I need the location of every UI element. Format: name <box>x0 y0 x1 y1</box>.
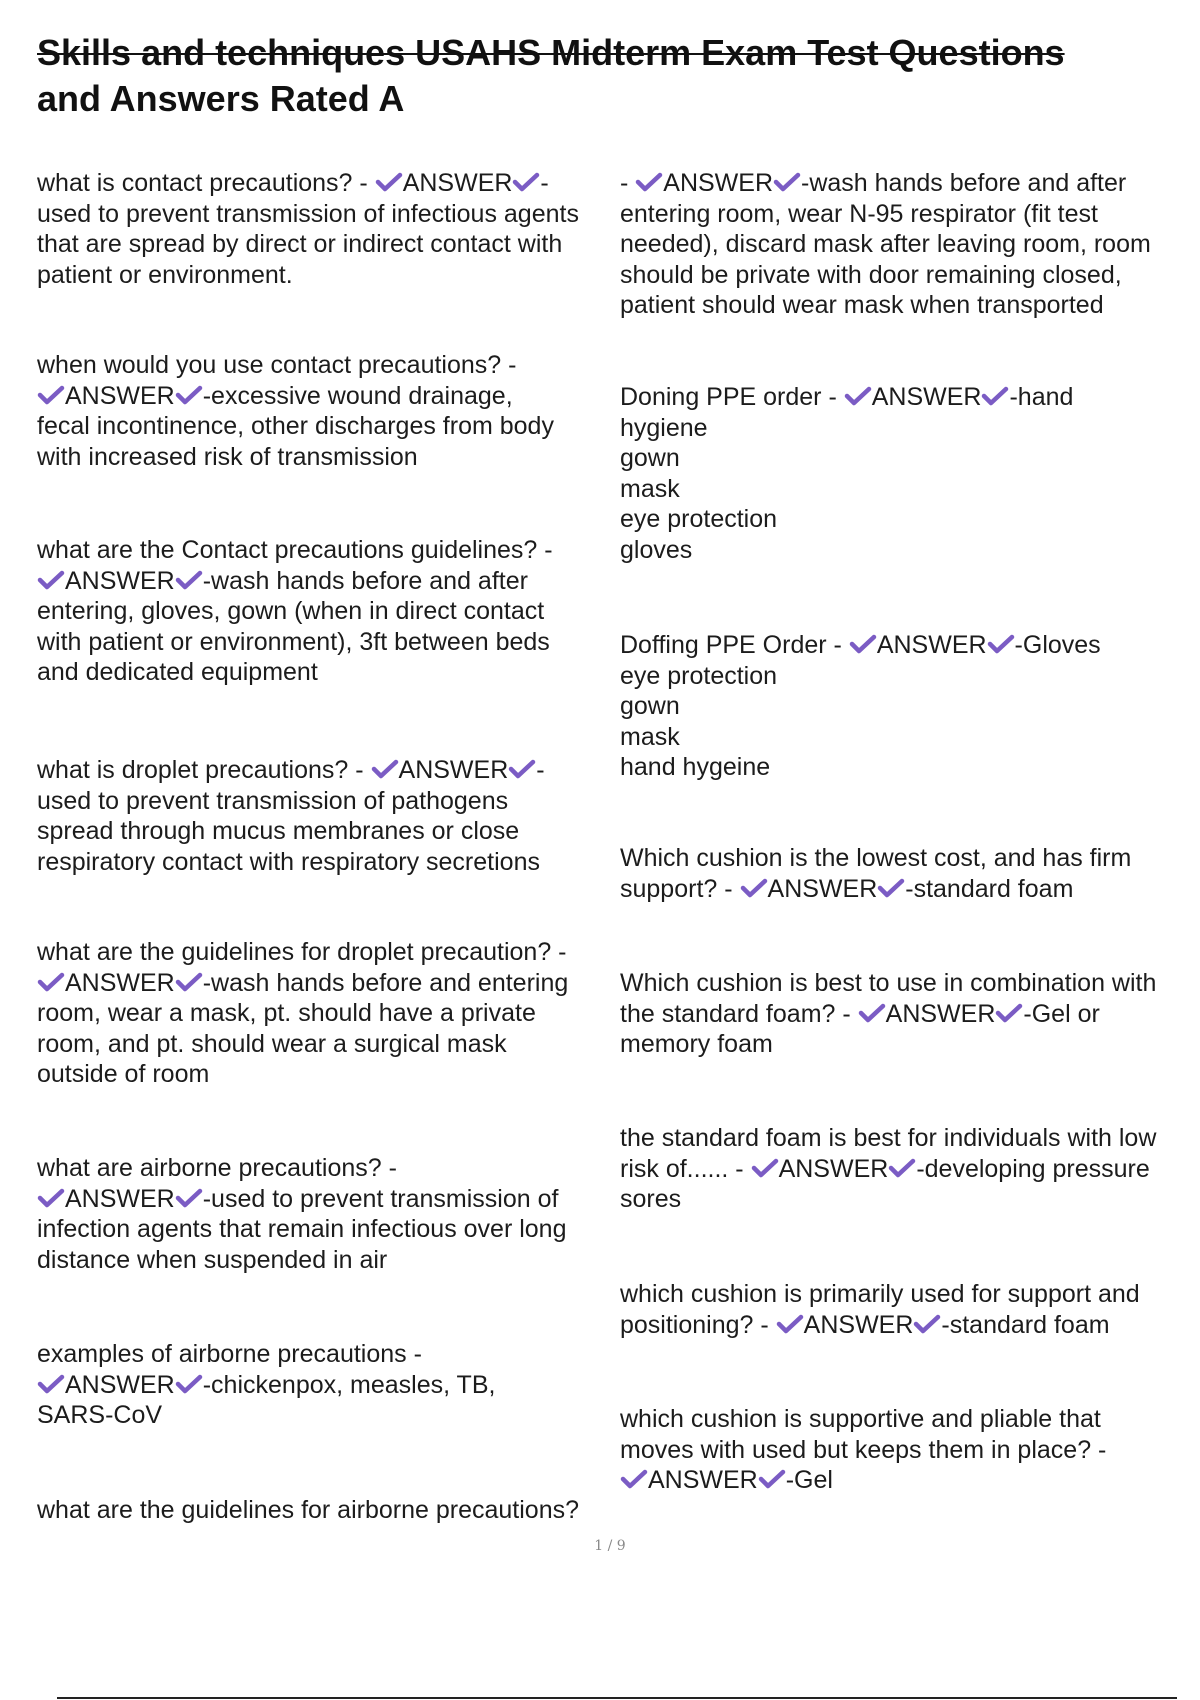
check-icon <box>175 1187 203 1209</box>
answer-text: mask <box>620 722 680 751</box>
question-text: the standard foam? - <box>620 999 851 1028</box>
question-text: what is droplet precautions? - <box>37 756 364 784</box>
check-icon <box>740 877 768 899</box>
check-icon <box>844 385 872 407</box>
page-divider <box>57 1697 1177 1699</box>
answer-label: ANSWER <box>65 968 175 997</box>
answer-marker <box>37 1371 203 1399</box>
check-icon <box>751 1157 779 1179</box>
qa-airborne-guidelines-answer: - ANSWER -wash hands before and after entering room, wear N-95 respirator (fit test needed), discard mask after leaving room, room should be private with door remaining closed, patient should wear mask when transported <box>620 168 1195 321</box>
question-text: which cushion is primarily used for support and <box>620 1280 1140 1308</box>
question-text: what are the guidelines for droplet precaution? - <box>37 938 567 966</box>
question-text: moves with used but keeps them in place? - <box>620 1435 1107 1464</box>
answer-label: ANSWER <box>803 1310 914 1339</box>
answer-marker <box>740 875 906 903</box>
answer-text: with increased risk of transmission <box>37 442 418 471</box>
answer-marker <box>849 631 1015 659</box>
check-icon <box>888 1157 916 1179</box>
answer-label: ANSWER <box>885 999 996 1028</box>
answer-text: and dedicated equipment <box>37 658 318 686</box>
answer-marker <box>371 756 537 784</box>
answer-marker <box>776 1311 942 1339</box>
check-icon <box>987 633 1015 655</box>
check-icon <box>175 1373 203 1395</box>
answer-label: ANSWER <box>398 756 509 784</box>
answer-marker <box>844 383 1010 411</box>
qa-airborne-precautions <box>37 1153 617 1275</box>
question-text: which cushion is supportive and pliable that <box>620 1405 1101 1433</box>
answer-text: sores <box>620 1185 682 1213</box>
question-text: what is contact precautions? - <box>37 169 368 197</box>
answer-text: patient should wear mask when transported <box>620 291 1104 319</box>
answer-label: ANSWER <box>402 169 513 197</box>
answer-text: spread through mucus membranes or close <box>37 817 520 845</box>
answer-label: ANSWER <box>65 566 175 595</box>
check-icon <box>512 171 540 193</box>
check-icon <box>981 385 1009 407</box>
check-icon <box>758 1468 786 1490</box>
qa-lowest-cost-cushion <box>620 843 1195 904</box>
answer-label: ANSWER <box>663 169 774 197</box>
answer-text: -used to prevent transmission of <box>202 1184 559 1213</box>
answer-text: entering room, wear N-95 respirator (fit test <box>620 199 1098 228</box>
check-icon <box>620 1468 648 1490</box>
answer-label: ANSWER <box>876 631 987 659</box>
answer-text: hand hygeine <box>620 753 771 781</box>
answer-text: room, and pt. should wear a surgical mask <box>37 1029 507 1058</box>
check-icon <box>371 758 399 780</box>
check-icon <box>635 171 663 193</box>
qa-droplet-guidelines <box>37 937 617 1090</box>
answer-marker <box>37 382 203 410</box>
question-text: Which cushion is best to use in combination with <box>620 969 1157 997</box>
check-icon <box>37 1373 65 1395</box>
answer-marker <box>620 1466 786 1494</box>
answer-text: gown <box>620 444 680 472</box>
answer-label: ANSWER <box>65 1370 175 1399</box>
answer-text: hygiene <box>620 413 708 442</box>
answer-text: -standard foam <box>941 1310 1110 1339</box>
check-icon <box>37 569 65 591</box>
question-text: when would you use contact precautions? - <box>37 351 517 379</box>
question-text: what are the guidelines for airborne precautions? <box>37 1496 580 1524</box>
qa-positioning-cushion <box>620 1279 1195 1340</box>
answer-text: -wash hands before and after <box>801 169 1127 197</box>
question-text: Doffing PPE Order - <box>620 631 842 659</box>
document-title <box>37 30 1167 122</box>
check-icon <box>508 758 536 780</box>
answer-text: SARS-CoV <box>37 1401 163 1429</box>
answer-label: ANSWER <box>871 383 982 411</box>
answer-text: fecal incontinence, other discharges from body <box>37 412 554 440</box>
answer-label: ANSWER <box>778 1154 889 1183</box>
answer-text: -chickenpox, measles, TB, <box>202 1370 496 1399</box>
qa-standard-foam-risk <box>620 1123 1195 1215</box>
answer-text: room, wear a mask, pt. should have a private <box>37 999 536 1027</box>
answer-text: -Gel or <box>1023 999 1100 1028</box>
check-icon <box>858 1002 886 1024</box>
question-text: risk of...... - <box>620 1154 744 1183</box>
page-number: 1 / 9 <box>594 1538 626 1554</box>
answer-text: patient or environment. <box>37 260 293 289</box>
qa-doffing-order <box>620 630 1195 783</box>
answer-label: ANSWER <box>65 1184 175 1213</box>
answer-text: respiratory contact with respiratory secretions <box>37 847 540 876</box>
question-text: Doning PPE order - <box>620 383 837 411</box>
question-text: what are the Contact precautions guidelines? - <box>37 536 553 564</box>
question-text: the standard foam is best for individuals with low <box>620 1124 1157 1152</box>
answer-text: memory foam <box>620 1030 773 1058</box>
check-icon <box>773 171 801 193</box>
answer-text: outside of room <box>37 1060 210 1088</box>
check-icon <box>175 569 203 591</box>
answer-marker <box>37 567 203 595</box>
check-icon <box>175 384 203 406</box>
question-text: what are airborne precautions? - <box>37 1154 397 1182</box>
answer-text: -developing pressure <box>916 1154 1150 1183</box>
answer-text: used to prevent transmission of pathogens <box>37 786 509 815</box>
check-icon <box>849 633 877 655</box>
check-icon <box>776 1313 804 1335</box>
answer-text: -wash hands before and entering <box>202 968 569 997</box>
answer-text: with patient or environment), 3ft between beds <box>37 627 550 656</box>
answer-marker <box>375 169 541 197</box>
answer-label: ANSWER <box>65 381 175 410</box>
check-icon <box>877 877 905 899</box>
check-icon <box>995 1002 1023 1024</box>
title-line-1: Skills and techniques USAHS Midterm Exam Test Questions <box>37 32 1065 73</box>
answer-text: eye protection <box>620 661 778 690</box>
check-icon <box>37 971 65 993</box>
answer-marker <box>751 1155 917 1183</box>
answer-text: mask <box>620 474 680 503</box>
answer-text: entering, gloves, gown (when in direct contact <box>37 597 545 625</box>
question-text: examples of airborne precautions - <box>37 1340 422 1368</box>
title-line-2: and Answers Rated A <box>37 78 405 119</box>
answer-text: gown <box>620 692 680 720</box>
answer-text: needed), discard mask after leaving room, room <box>620 230 1151 258</box>
answer-text: -wash hands before and after <box>202 566 528 595</box>
answer-marker <box>37 969 203 997</box>
answer-marker <box>37 1185 203 1213</box>
qa-donning-order <box>620 382 1195 565</box>
question-text: positioning? - <box>620 1310 769 1339</box>
check-icon <box>37 1187 65 1209</box>
qa-combination-cushion <box>620 968 1195 1060</box>
answer-text: infection agents that remain infectious over long <box>37 1215 567 1243</box>
question-text: support? - <box>620 874 733 903</box>
answer-text: -hand <box>1009 383 1074 411</box>
answer-text: -excessive wound drainage, <box>202 381 513 410</box>
answer-text: -Gel <box>785 1466 833 1494</box>
qa-contact-precautions: what is contact precautions? - ANSWER - used to prevent transmission of infectious agents that are spread by direct or indirect contact with patient or environment. <box>37 168 617 290</box>
answer-text: -Gloves <box>1014 631 1101 659</box>
answer-label: ANSWER <box>648 1466 758 1494</box>
qa-airborne-guidelines <box>37 1495 617 1526</box>
qa-pliable-cushion <box>620 1404 1195 1496</box>
qa-contact-precautions-use <box>37 350 617 472</box>
answer-label: ANSWER <box>767 874 878 903</box>
check-icon <box>913 1313 941 1335</box>
answer-text: -standard foam <box>905 874 1074 903</box>
answer-marker <box>858 1000 1024 1028</box>
answer-marker <box>635 169 801 197</box>
answer-text: used to prevent transmission of infectious agents <box>37 199 579 228</box>
qa-airborne-examples <box>37 1339 617 1431</box>
answer-text: that are spread by direct or indirect contact with <box>37 230 563 258</box>
question-text: Which cushion is the lowest cost, and has firm <box>620 844 1132 872</box>
answer-text: should be private with door remaining closed, <box>620 260 1122 289</box>
answer-text: distance when suspended in air <box>37 1245 388 1274</box>
check-icon <box>175 971 203 993</box>
check-icon <box>375 171 403 193</box>
answer-text: eye protection <box>620 505 778 533</box>
answer-text: gloves <box>620 535 693 564</box>
qa-contact-guidelines <box>37 535 617 688</box>
qa-droplet-precautions: what is droplet precautions? - ANSWER - used to prevent transmission of pathogens spread through mucus membranes or close respiratory contact with respiratory secretions <box>37 755 617 877</box>
check-icon <box>37 384 65 406</box>
